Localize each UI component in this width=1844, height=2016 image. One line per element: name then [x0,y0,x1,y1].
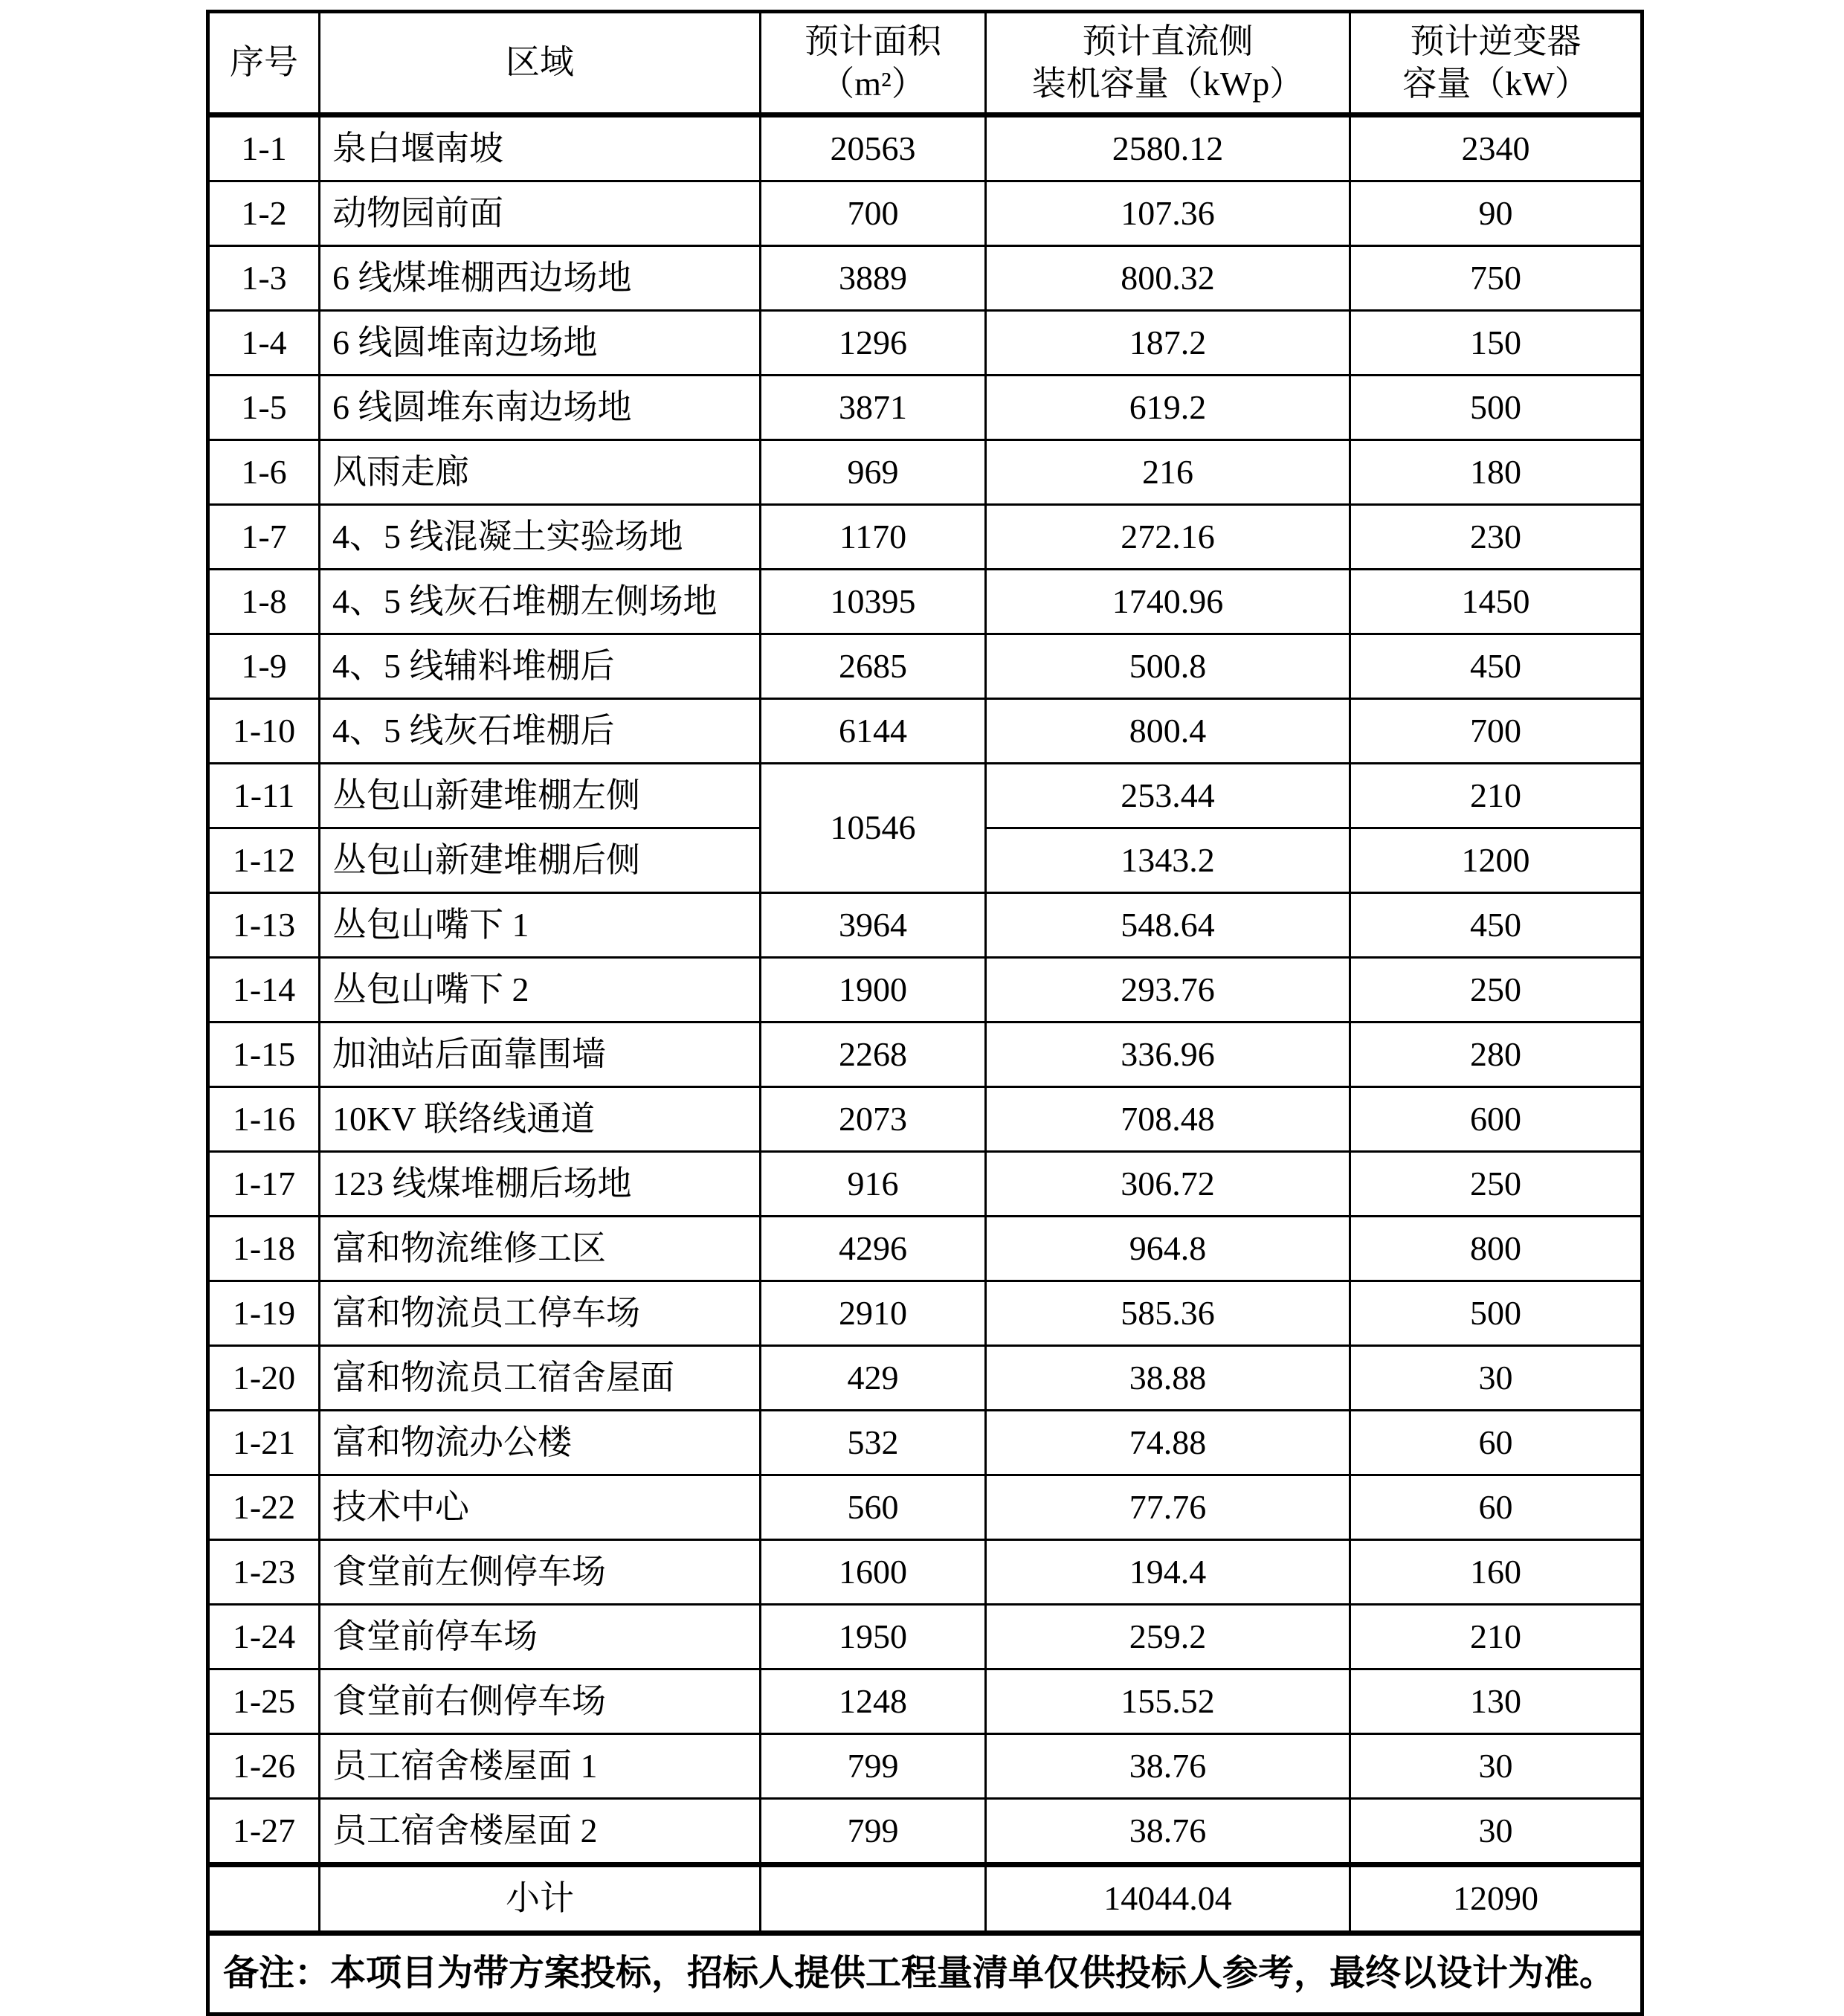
inverter-cell: 750 [1350,246,1642,311]
table-row [208,1669,1642,1734]
seq-cell: 1-2 [208,181,320,246]
dc-cell: 77.76 [986,1475,1350,1540]
region-cell: 技术中心 [320,1475,761,1540]
area-cell: 2073 [761,1087,986,1152]
area-cell: 799 [761,1799,986,1865]
area-cell: 532 [761,1411,986,1475]
dc-cell: 253.44 [986,764,1350,828]
pv-capacity-table [206,10,1644,2016]
area-cell: 4296 [761,1217,986,1281]
seq-cell: 1-23 [208,1540,320,1605]
dc-cell: 548.64 [986,893,1350,958]
header-dc-capacity [986,12,1350,115]
header-line: 区域 [506,43,574,82]
subtotal-dc-cell: 14044.04 [986,1865,1350,1933]
inverter-cell: 210 [1350,764,1642,828]
area-cell: 2685 [761,634,986,699]
dc-cell: 306.72 [986,1152,1350,1217]
dc-cell: 216 [986,440,1350,505]
seq-cell: 1-18 [208,1217,320,1281]
header-row [208,12,1642,115]
table-row [208,570,1642,634]
region-cell: 风雨走廊 [320,440,761,505]
region-cell: 食堂前停车场 [320,1605,761,1669]
seq-cell: 1-26 [208,1734,320,1799]
table-row [208,376,1642,440]
inverter-cell: 450 [1350,893,1642,958]
seq-cell: 1-25 [208,1669,320,1734]
dc-cell: 293.76 [986,958,1350,1023]
area-cell: 2268 [761,1023,986,1087]
table-row [208,1152,1642,1217]
region-cell: 123 线煤堆棚后场地 [320,1152,761,1217]
dc-cell: 74.88 [986,1411,1350,1475]
region-cell: 丛包山嘴下 2 [320,958,761,1023]
region-cell: 员工宿舍楼屋面 2 [320,1799,761,1865]
region-cell: 10KV 联络线通道 [320,1087,761,1152]
table-row [208,634,1642,699]
seq-cell: 1-20 [208,1346,320,1411]
seq-cell: 1-8 [208,570,320,634]
inverter-cell: 60 [1350,1475,1642,1540]
table-row [208,1217,1642,1281]
dc-cell: 38.88 [986,1346,1350,1411]
dc-cell: 194.4 [986,1540,1350,1605]
dc-cell: 2580.12 [986,115,1350,181]
dc-cell: 336.96 [986,1023,1350,1087]
dc-cell: 259.2 [986,1605,1350,1669]
area-cell: 3889 [761,246,986,311]
area-cell-merged: 10546 [761,764,986,893]
region-cell: 动物园前面 [320,181,761,246]
note-cell: 备注：本项目为带方案投标，招标人提供工程量清单仅供投标人参考，最终以设计为准。 [208,1933,1642,2015]
inverter-cell: 60 [1350,1411,1642,1475]
area-cell: 1248 [761,1669,986,1734]
region-cell: 富和物流员工宿舍屋面 [320,1346,761,1411]
header-region [320,12,761,115]
inverter-cell: 30 [1350,1346,1642,1411]
inverter-cell: 1450 [1350,570,1642,634]
table-row [208,1734,1642,1799]
seq-cell: 1-19 [208,1281,320,1346]
dc-cell: 155.52 [986,1669,1350,1734]
region-cell: 4、5 线灰石堆棚左侧场地 [320,570,761,634]
dc-cell: 1343.2 [986,828,1350,893]
seq-cell: 1-21 [208,1411,320,1475]
area-cell: 20563 [761,115,986,181]
table-row [208,505,1642,570]
subtotal-row [208,1865,1642,1933]
note-row [208,1933,1642,2015]
area-cell: 10395 [761,570,986,634]
inverter-cell: 500 [1350,1281,1642,1346]
region-cell: 食堂前右侧停车场 [320,1669,761,1734]
table-row [208,1475,1642,1540]
seq-cell: 1-11 [208,764,320,828]
seq-cell: 1-1 [208,115,320,181]
header-seq [208,12,320,115]
table-row [208,893,1642,958]
inverter-cell: 1200 [1350,828,1642,893]
area-cell: 2910 [761,1281,986,1346]
header-line: 容量（kW） [1402,64,1589,103]
area-cell: 969 [761,440,986,505]
area-cell: 6144 [761,699,986,764]
table-row [208,246,1642,311]
area-cell: 560 [761,1475,986,1540]
table-row [208,1411,1642,1475]
table-row [208,181,1642,246]
header-line: （m²） [820,64,926,103]
area-cell: 3964 [761,893,986,958]
inverter-cell: 280 [1350,1023,1642,1087]
header-line: 预计直流侧 [1082,22,1254,61]
region-cell: 富和物流维修工区 [320,1217,761,1281]
inverter-cell: 30 [1350,1799,1642,1865]
table-row [208,1023,1642,1087]
dc-cell: 800.4 [986,699,1350,764]
inverter-cell: 600 [1350,1087,1642,1152]
table-row [208,764,1642,828]
region-cell: 食堂前左侧停车场 [320,1540,761,1605]
table-row [208,1540,1642,1605]
inverter-cell: 230 [1350,505,1642,570]
dc-cell: 187.2 [986,311,1350,376]
area-cell: 700 [761,181,986,246]
inverter-cell: 450 [1350,634,1642,699]
table-row [208,1799,1642,1865]
dc-cell: 800.32 [986,246,1350,311]
inverter-cell: 500 [1350,376,1642,440]
table-row [208,958,1642,1023]
dc-cell: 272.16 [986,505,1350,570]
header-line: 预计逆变器 [1410,22,1582,61]
subtotal-seq-cell [208,1865,320,1933]
table-row [208,115,1642,181]
area-cell: 1296 [761,311,986,376]
seq-cell: 1-22 [208,1475,320,1540]
area-cell: 799 [761,1734,986,1799]
dc-cell: 38.76 [986,1799,1350,1865]
dc-cell: 964.8 [986,1217,1350,1281]
region-cell: 6 线煤堆棚西边场地 [320,246,761,311]
dc-cell: 1740.96 [986,570,1350,634]
seq-cell: 1-24 [208,1605,320,1669]
seq-cell: 1-4 [208,311,320,376]
region-cell: 泉白堰南坡 [320,115,761,181]
subtotal-label-cell: 小计 [320,1865,761,1933]
seq-cell: 1-16 [208,1087,320,1152]
seq-cell: 1-12 [208,828,320,893]
seq-cell: 1-7 [208,505,320,570]
region-cell: 丛包山新建堆棚后侧 [320,828,761,893]
area-cell: 3871 [761,376,986,440]
region-cell: 员工宿舍楼屋面 1 [320,1734,761,1799]
inverter-cell: 150 [1350,311,1642,376]
dc-cell: 585.36 [986,1281,1350,1346]
area-cell: 1600 [761,1540,986,1605]
table-row [208,1605,1642,1669]
region-cell: 富和物流员工停车场 [320,1281,761,1346]
seq-cell: 1-9 [208,634,320,699]
region-cell: 加油站后面靠围墙 [320,1023,761,1087]
inverter-cell: 180 [1350,440,1642,505]
inverter-cell: 90 [1350,181,1642,246]
header-line: 序号 [230,43,298,82]
region-cell: 4、5 线辅料堆棚后 [320,634,761,699]
area-cell: 429 [761,1346,986,1411]
seq-cell: 1-10 [208,699,320,764]
region-cell: 6 线圆堆东南边场地 [320,376,761,440]
table-row [208,440,1642,505]
seq-cell: 1-3 [208,246,320,311]
dc-cell: 708.48 [986,1087,1350,1152]
area-cell: 916 [761,1152,986,1217]
inverter-cell: 2340 [1350,115,1642,181]
inverter-cell: 130 [1350,1669,1642,1734]
header-line: 预计面积 [805,22,941,61]
table-row [208,1087,1642,1152]
inverter-cell: 250 [1350,1152,1642,1217]
seq-cell: 1-5 [208,376,320,440]
region-cell: 4、5 线灰石堆棚后 [320,699,761,764]
seq-cell: 1-14 [208,958,320,1023]
header-area [761,12,986,115]
inverter-cell: 800 [1350,1217,1642,1281]
header-line: 装机容量（kWp） [1031,64,1304,103]
area-cell: 1170 [761,505,986,570]
dc-cell: 38.76 [986,1734,1350,1799]
seq-cell: 1-13 [208,893,320,958]
area-cell: 1900 [761,958,986,1023]
region-cell: 富和物流办公楼 [320,1411,761,1475]
region-cell: 丛包山新建堆棚左侧 [320,764,761,828]
inverter-cell: 210 [1350,1605,1642,1669]
seq-cell: 1-17 [208,1152,320,1217]
seq-cell: 1-6 [208,440,320,505]
seq-cell: 1-15 [208,1023,320,1087]
inverter-cell: 250 [1350,958,1642,1023]
table-row [208,311,1642,376]
area-cell: 1950 [761,1605,986,1669]
dc-cell: 619.2 [986,376,1350,440]
dc-cell: 500.8 [986,634,1350,699]
table-row [208,1281,1642,1346]
inverter-cell: 700 [1350,699,1642,764]
inverter-cell: 160 [1350,1540,1642,1605]
seq-cell: 1-27 [208,1799,320,1865]
header-inverter-capacity [1350,12,1642,115]
dc-cell: 107.36 [986,181,1350,246]
subtotal-area-cell [761,1865,986,1933]
table-row [208,1346,1642,1411]
region-cell: 6 线圆堆南边场地 [320,311,761,376]
inverter-cell: 30 [1350,1734,1642,1799]
subtotal-inverter-cell: 12090 [1350,1865,1642,1933]
region-cell: 丛包山嘴下 1 [320,893,761,958]
table-row [208,699,1642,764]
region-cell: 4、5 线混凝土实验场地 [320,505,761,570]
